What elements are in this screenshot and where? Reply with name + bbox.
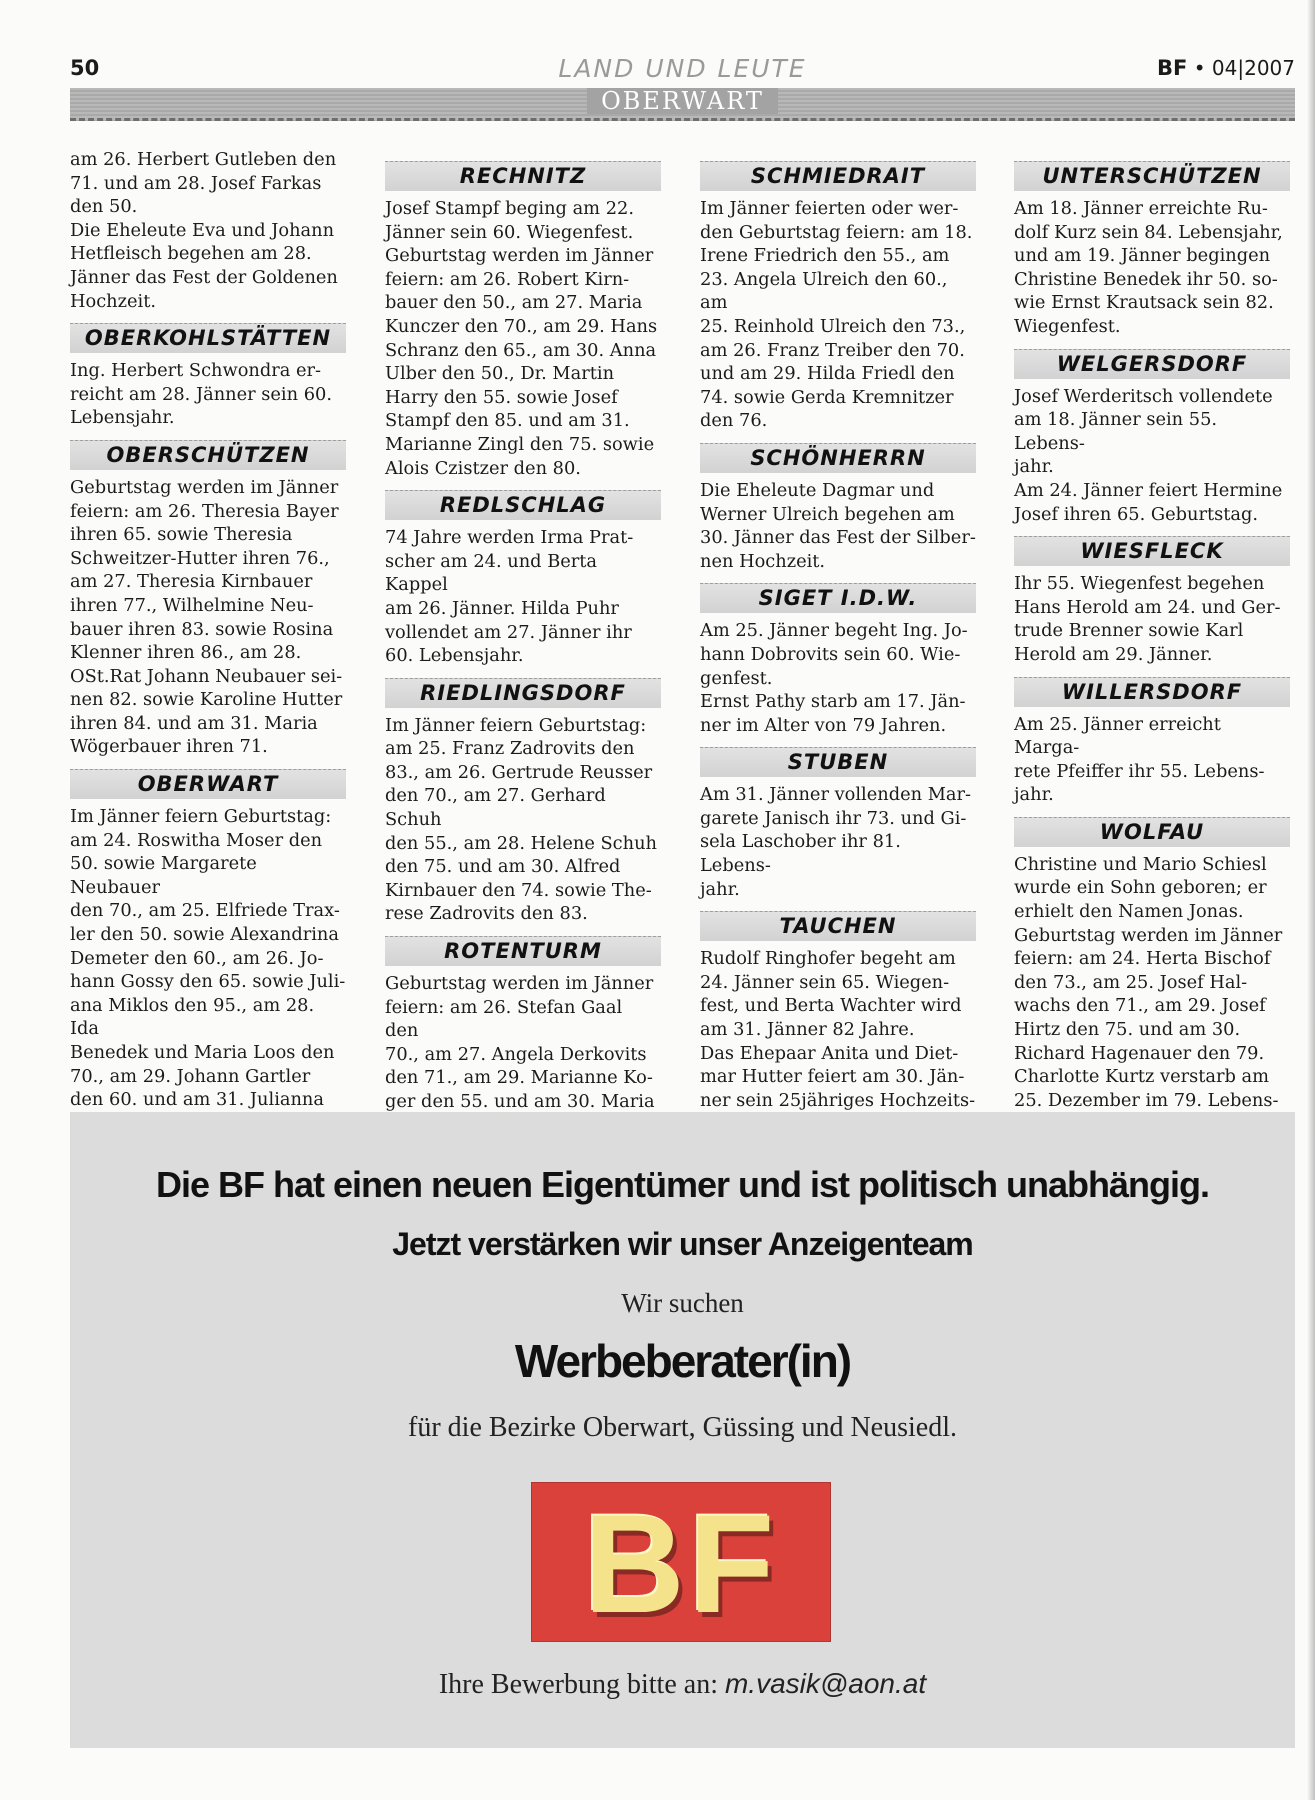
text-line: ihren 77., Wilhelmine Neu- <box>70 594 314 616</box>
ad-headline: Die BF hat einen neuen Eigentümer und ist politisch unabhängig. <box>155 1164 1210 1205</box>
text-line: Schranz den 65., am 30. Anna <box>385 339 657 361</box>
contact-email-link[interactable]: m.vasik@aon.at <box>724 1668 927 1699</box>
text-line: am 31. Jänner 82 Jahre. <box>700 1019 915 1041</box>
news-paragraph <box>385 714 661 926</box>
text-line: feiern: am 26. Robert Kirn- <box>385 268 630 290</box>
job-advertisement <box>70 1112 1295 1748</box>
text-line: Hetfleisch begehen am 28. <box>70 243 312 265</box>
text-line: Am 25. Jänner begeht Ing. Jo- <box>700 620 968 642</box>
text-line: ihren 84. und am 31. Maria <box>70 712 318 734</box>
town-heading: OBERKOHLSTÄTTEN <box>70 323 346 353</box>
text-line: nen 82. sowie Karoline Hutter <box>70 689 343 711</box>
text-line: ihren 65. sowie Theresia <box>70 524 293 546</box>
text-line: jahr. <box>700 878 740 900</box>
news-paragraph <box>700 690 976 737</box>
town-heading: WIESFLECK <box>1014 536 1290 566</box>
town-heading: OBERWART <box>70 769 346 799</box>
text-line: den 60. und am 31. Julianna <box>70 1089 324 1111</box>
text-line: Wögerbauer ihren 71. <box>70 736 268 758</box>
town-heading: RECHNITZ <box>385 161 661 191</box>
town-heading: ROTENTURM <box>385 936 661 966</box>
text-line: den 71., am 29. Marianne Ko- <box>385 1067 653 1089</box>
town-heading: SIGET I.D.W. <box>700 583 976 613</box>
town-heading: WILLERSDORF <box>1014 677 1290 707</box>
text-line: Die Eheleute Dagmar und <box>700 479 935 501</box>
text-line: wurde ein Sohn geboren; er <box>1014 877 1267 899</box>
text-line: Kunczer den 70., am 29. Hans <box>385 315 658 337</box>
news-paragraph <box>1014 853 1290 924</box>
text-line: den Geburtstag feiern: am 18. <box>700 221 973 243</box>
region-bar <box>70 88 1295 121</box>
text-line: hann Gossy den 65. sowie Juli- <box>70 971 346 993</box>
text-line: den 50. <box>70 196 138 218</box>
text-line: feiern: am 24. Herta Bischof <box>1014 948 1271 970</box>
text-line: 25. Reinhold Ulreich den 73., <box>700 315 966 337</box>
text-line: Wiegenfest. <box>1014 315 1121 337</box>
text-line: Ernst Pathy starb am 17. Jän- <box>700 691 966 713</box>
text-line: rese Zadrovits den 83. <box>385 903 588 925</box>
text-line: am 18. Jänner sein 55. Lebens- <box>1014 409 1218 454</box>
news-paragraph <box>1014 479 1290 526</box>
region-title: OBERWART <box>587 88 778 114</box>
text-line: Ihr 55. Wiegenfest begehen <box>1014 573 1265 595</box>
text-line: Harry den 55. sowie Josef <box>385 386 618 408</box>
text-line: den 76. <box>700 410 768 432</box>
town-heading: OBERSCHÜTZEN <box>70 440 346 470</box>
text-line: Marianne Zingl den 75. sowie <box>385 433 655 455</box>
contact-label: Ihre Bewerbung bitte an: <box>438 1669 718 1700</box>
text-line: ler den 50. sowie Alexandrina <box>70 924 339 946</box>
text-line: jahr. <box>1014 456 1054 478</box>
text-line: am 24. Roswitha Moser den <box>70 829 323 851</box>
text-line: Geburtstag werden im Jänner <box>385 245 654 267</box>
text-line: Geburtstag werden im Jänner <box>385 973 654 995</box>
text-line: Im Jänner feiern Geburtstag: <box>70 806 332 828</box>
ad-subheadline: Jetzt verstärken wir unser Anzeigenteam <box>392 1226 973 1262</box>
town-heading: WELGERSDORF <box>1014 349 1290 379</box>
ad-districts: für die Bezirke Oberwart, Güssing und Neusiedl. <box>408 1412 957 1443</box>
text-line: wie Ernst Krautsack sein 82. <box>1014 292 1274 314</box>
text-line: ner im Alter von 79 Jahren. <box>700 714 947 736</box>
text-line: Alois Czistzer den 80. <box>385 457 581 479</box>
text-line: Irene Friedrich den 55., am <box>700 245 950 267</box>
text-line: nen Hochzeit. <box>700 550 826 572</box>
issue-number: 04|2007 <box>1211 56 1295 80</box>
text-line: am 25. Franz Zadrovits den <box>385 738 635 760</box>
town-heading: RIEDLINGSDORF <box>385 678 661 708</box>
text-line: den 73., am 25. Josef Hal- <box>1014 971 1248 993</box>
text-line: Demeter den 60., am 26. Jo- <box>70 947 324 969</box>
text-line: Im Jänner feierten oder wer- <box>700 198 959 219</box>
text-line: scher am 24. und Berta Kappel <box>385 550 598 596</box>
text-line: Schweitzer-Hutter ihren 76., <box>70 547 330 569</box>
text-line: am 27. Theresia Kirnbauer <box>70 571 313 593</box>
text-line: Klenner ihren 86., am 28. <box>70 642 302 664</box>
text-line: Hans Herold am 24. und Ger- <box>1014 596 1281 618</box>
column-2 <box>385 148 661 1161</box>
text-line: dolf Kurz sein 84. Lebensjahr, <box>1014 221 1283 243</box>
news-paragraph <box>70 476 346 759</box>
text-line: Josef Werderitsch vollendete <box>1014 385 1273 407</box>
text-line: 23. Angela Ulreich den 60., am <box>700 268 948 314</box>
text-line: Am 31. Jänner vollenden Mar- <box>700 784 972 806</box>
text-line: 71. und am 28. Josef Farkas <box>70 172 322 194</box>
town-heading: UNTERSCHÜTZEN <box>1014 161 1290 191</box>
news-paragraph <box>70 805 346 1135</box>
news-paragraph <box>1014 197 1290 339</box>
news-paragraph <box>700 479 976 573</box>
article-columns <box>70 148 1300 1112</box>
text-line: Die Eheleute Eva und Johann <box>70 219 335 241</box>
text-line: sela Laschober ihr 81. Lebens- <box>700 831 901 877</box>
text-line: feiern: am 26. Theresia Bayer <box>70 500 339 522</box>
news-paragraph <box>700 619 976 690</box>
page-number: 50 <box>70 56 100 80</box>
text-line: mar Hutter feiert am 30. Jän- <box>700 1066 965 1088</box>
news-paragraph <box>70 148 346 219</box>
page-header <box>70 52 1295 86</box>
section-title: LAND UND LEUTE <box>558 54 807 83</box>
text-line: 74 Jahre werden Irma Prat- <box>385 527 634 549</box>
news-paragraph <box>1014 924 1290 1066</box>
text-line: ana Miklos den 95., am 28. Ida <box>70 994 315 1040</box>
text-line: trude Brenner sowie Karl <box>1014 620 1244 642</box>
ad-contact <box>70 1668 1295 1701</box>
issue-info <box>1157 56 1295 80</box>
brand-label: BF <box>1157 56 1188 80</box>
text-line: garete Janisch ihr 73. und Gi- <box>700 807 967 829</box>
text-line: den 75. und am 30. Alfred <box>385 856 621 878</box>
text-line: Ing. Herbert Schwondra er- <box>70 360 322 382</box>
column-1 <box>70 148 346 1135</box>
text-line: Lebensjahr. <box>70 407 175 429</box>
text-line: Geburtstag werden im Jänner <box>70 476 339 498</box>
text-line: Herold am 29. Jänner. <box>1014 643 1213 665</box>
bf-logo-text: BF <box>583 1485 779 1642</box>
text-line: Charlotte Kurtz verstarb am <box>1014 1066 1269 1088</box>
text-line: Christine Benedek ihr 50. so- <box>1014 268 1278 290</box>
text-line: Hirtz den 75. und am 30. <box>1014 1019 1241 1041</box>
text-line: Richard Hagenauer den 79. <box>1014 1042 1265 1064</box>
news-paragraph <box>1014 385 1290 479</box>
text-line: ger den 55. und am 30. Maria <box>385 1091 655 1112</box>
news-paragraph <box>385 197 661 480</box>
text-line: Benedek und Maria Loos den <box>70 1042 335 1063</box>
news-paragraph <box>700 947 976 1041</box>
text-line: Rudolf Ringhofer begeht am <box>700 948 956 970</box>
ad-position: Werbeberater(in) <box>514 1335 851 1387</box>
text-line: vollendet am 27. Jänner ihr <box>385 621 632 643</box>
text-line: erhielt den Namen Jonas. <box>1014 901 1244 923</box>
text-line: den 70., am 25. Elfriede Trax- <box>70 900 340 922</box>
text-line: am 26. Jänner. Hilda Puhr <box>385 597 619 619</box>
text-line: und am 19. Jänner begingen <box>1014 245 1271 267</box>
text-line: 60. Lebensjahr. <box>385 645 524 667</box>
text-line: OSt.Rat Johann Neubauer sei- <box>70 665 343 687</box>
text-line: Im Jänner feiern Geburtstag: <box>385 714 647 736</box>
text-line: 50. sowie Margarete Neubauer <box>70 853 257 898</box>
text-line: jahr. <box>1014 784 1054 806</box>
text-line: Kirnbauer den 74. sowie The- <box>385 879 652 901</box>
town-heading: TAUCHEN <box>700 911 976 941</box>
column-3 <box>700 148 976 1136</box>
text-line: wachs den 71., am 29. Josef <box>1014 995 1266 1017</box>
text-line: Josef ihren 65. Geburtstag. <box>1014 503 1259 525</box>
text-line: reicht am 28. Jänner sein 60. <box>70 383 332 405</box>
text-line: den 70., am 27. Gerhard Schuh <box>385 785 606 831</box>
news-paragraph <box>70 359 346 430</box>
text-line: Jänner sein 60. Wiegenfest. <box>385 221 634 243</box>
text-line: Josef Stampf beging am 22. <box>385 198 634 219</box>
text-line: 24. Jänner sein 65. Wiegen- <box>700 971 950 993</box>
town-heading: REDLSCHLAG <box>385 490 661 520</box>
page-edge <box>1307 0 1315 1800</box>
text-line: 70., am 29. Johann Gartler <box>70 1065 311 1087</box>
news-paragraph <box>1014 572 1290 666</box>
text-line: Hochzeit. <box>70 290 156 312</box>
text-line: Christine und Mario Schiesl <box>1014 853 1267 875</box>
text-line: hann Dobrovits sein 60. Wie- <box>700 643 961 665</box>
text-line: fest, und Berta Wachter wird <box>700 995 962 1017</box>
text-line: am 26. Franz Treiber den 70. <box>700 339 965 361</box>
town-heading: WOLFAU <box>1014 817 1290 847</box>
ad-we-seek: Wir suchen <box>621 1288 744 1318</box>
text-line: bauer ihren 83. sowie Rosina <box>70 618 334 640</box>
text-line: genfest. <box>700 667 773 689</box>
news-paragraph <box>700 197 976 433</box>
text-line: bauer den 50., am 27. Maria <box>385 292 643 314</box>
news-paragraph <box>700 783 976 901</box>
text-line: 30. Jänner das Fest der Silber- <box>700 527 976 549</box>
text-line: Jänner das Fest der Goldenen <box>70 266 338 288</box>
town-heading: STUBEN <box>700 747 976 777</box>
text-line: Das Ehepaar Anita und Diet- <box>700 1042 959 1064</box>
column-4 <box>1014 148 1290 1136</box>
news-paragraph <box>1014 713 1290 807</box>
news-paragraph <box>385 526 661 668</box>
bf-logo <box>531 1482 831 1642</box>
text-line: Am 24. Jänner feiert Hermine <box>1014 479 1283 501</box>
text-line: den 55., am 28. Helene Schuh <box>385 832 657 854</box>
text-line: rete Pfeiffer ihr 55. Lebens- <box>1014 760 1265 782</box>
text-line: 74. sowie Gerda Kremnitzer <box>700 386 954 408</box>
town-heading: SCHMIEDRAIT <box>700 161 976 191</box>
text-line: und am 29. Hilda Friedl den <box>700 363 955 385</box>
text-line: Werner Ulreich begehen am <box>700 503 955 525</box>
text-line: Am 18. Jänner erreichte Ru- <box>1014 198 1268 219</box>
text-line: Stampf den 85. und am 31. <box>385 410 630 432</box>
text-line: feiern: am 26. Stefan Gaal den <box>385 996 623 1042</box>
text-line: Geburtstag werden im Jänner <box>1014 924 1283 946</box>
text-line: am 26. Herbert Gutleben den <box>70 149 337 170</box>
separator-dot: • <box>1193 56 1206 80</box>
text-line: 70., am 27. Angela Derkovits <box>385 1043 647 1065</box>
text-line: 83., am 26. Gertrude Reusser <box>385 761 653 783</box>
text-line: ner sein 25jähriges Hochzeits- <box>700 1089 976 1111</box>
text-line: Am 25. Jänner erreicht Marga- <box>1014 713 1221 759</box>
text-line: Ulber den 50., Dr. Martin <box>385 363 615 385</box>
text-line: 25. Dezember im 79. Lebens- <box>1014 1089 1279 1111</box>
town-heading: SCHÖNHERRN <box>700 443 976 473</box>
news-paragraph <box>70 219 346 313</box>
